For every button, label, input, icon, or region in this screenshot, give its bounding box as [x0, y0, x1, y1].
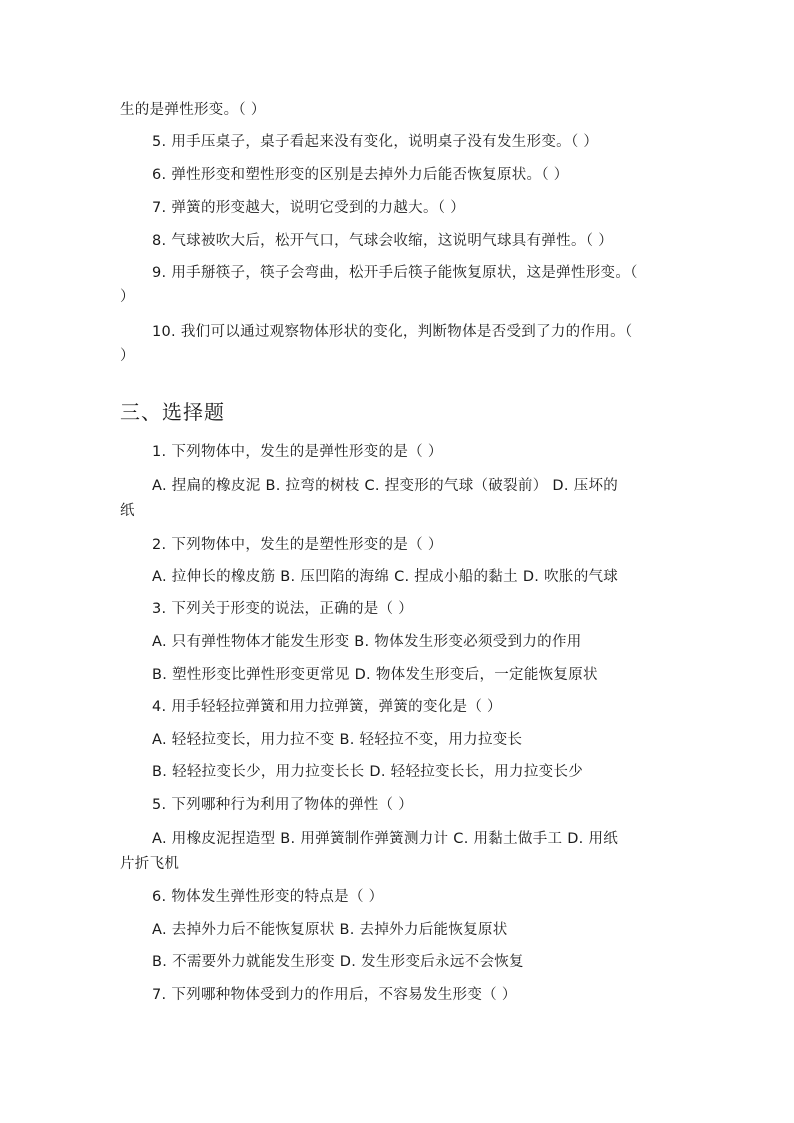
judgment-question-6: 6. 弹性形变和塑性形变的区别是去掉外力后能否恢复原状。（ ）: [152, 167, 569, 183]
choice-question-5-options-wrap: 片折飞机: [120, 856, 180, 872]
judgment-question-8: 8. 气球被吹大后，松开气口，气球会收缩，这说明气球具有弹性。（ ）: [152, 233, 613, 249]
choice-question-4-options-1: A. 轻轻拉变长，用力拉不变 B. 轻轻拉不变，用力拉变长: [152, 732, 523, 748]
choice-question-5: 5. 下列哪种行为利用了物体的弹性（ ）: [152, 797, 414, 813]
choice-question-3: 3. 下列关于形变的说法，正确的是（ ）: [152, 601, 414, 617]
choice-question-3-options-1: A. 只有弹性物体才能发生形变 B. 物体发生形变必须受到力的作用: [152, 634, 582, 650]
choice-question-6-options-2: B. 不需要外力就能发生形变 D. 发生形变后永远不会恢复: [152, 954, 524, 970]
question-4-continuation: 生的是弹性形变。（ ）: [120, 102, 266, 118]
section-heading-choice: 三、选择题: [120, 400, 225, 424]
choice-question-2-options: A. 拉伸长的橡皮筋 B. 压凹陷的海绵 C. 捏成小船的黏土 D. 吹胀的气球: [152, 569, 619, 585]
choice-question-7: 7. 下列哪种物体受到力的作用后，不容易发生形变（ ）: [152, 987, 517, 1003]
judgment-question-10: 10. 我们可以通过观察物体形状的变化，判断物体是否受到了力的作用。（: [152, 324, 633, 340]
judgment-question-9: 9. 用手掰筷子，筷子会弯曲，松开手后筷子能恢复原状，这是弹性形变。（: [152, 265, 638, 281]
choice-question-2: 2. 下列物体中，发生的是塑性形变的是（ ）: [152, 537, 443, 553]
choice-question-6: 6. 物体发生弹性形变的特点是（ ）: [152, 889, 384, 905]
judgment-question-9-wrap: ）: [120, 289, 135, 305]
choice-question-4-options-2: B. 轻轻拉变长少，用力拉变长长 D. 轻轻拉变长长，用力拉变长少: [152, 764, 584, 780]
judgment-question-7: 7. 弹簧的形变越大，说明它受到的力越大。（ ）: [152, 200, 466, 216]
judgment-question-10-wrap: ）: [120, 348, 135, 364]
choice-question-5-options: A. 用橡皮泥捏造型 B. 用弹簧制作弹簧测力计 C. 用黏土做手工 D. 用纸: [152, 831, 619, 847]
choice-question-1: 1. 下列物体中，发生的是弹性形变的是（ ）: [152, 444, 443, 460]
choice-question-4: 4. 用手轻轻拉弹簧和用力拉弹簧，弹簧的变化是（ ）: [152, 699, 502, 715]
choice-question-1-options-wrap: 纸: [120, 503, 135, 519]
choice-question-6-options-1: A. 去掉外力后不能恢复原状 B. 去掉外力后能恢复原状: [152, 922, 508, 938]
judgment-question-5: 5. 用手压桌子，桌子看起来没有变化，说明桌子没有发生形变。（ ）: [152, 134, 599, 150]
choice-question-1-options: A. 捏扁的橡皮泥 B. 拉弯的树枝 C. 捏变形的气球（破裂前） D. 压坏的: [152, 478, 619, 494]
choice-question-3-options-2: B. 塑性形变比弹性形变更常见 D. 物体发生形变后，一定能恢复原状: [152, 667, 598, 683]
